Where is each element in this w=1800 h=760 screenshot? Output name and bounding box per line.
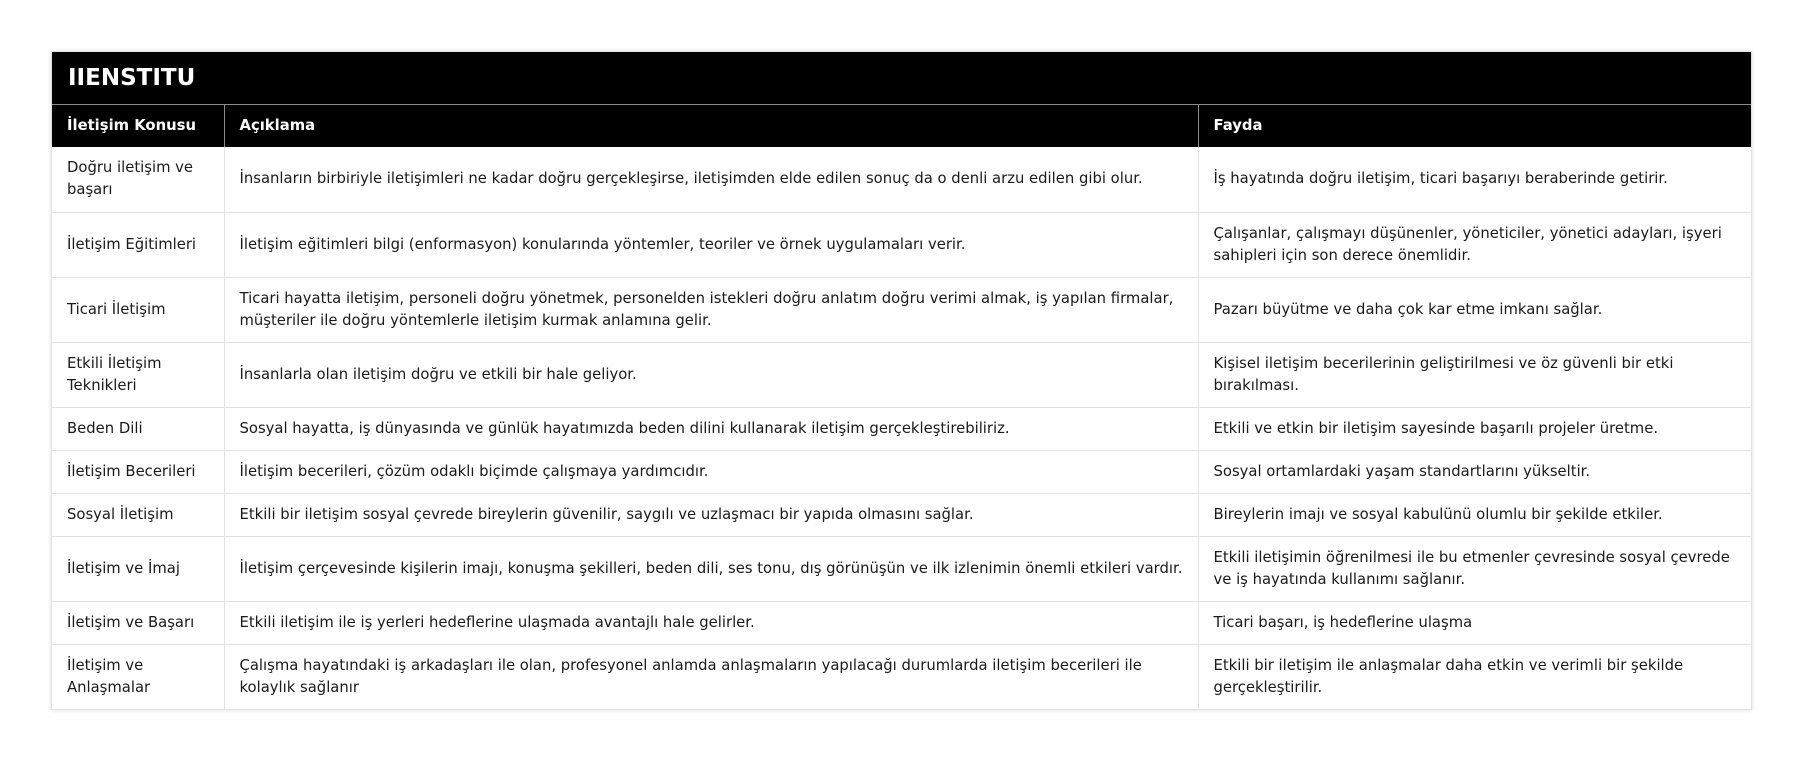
table-row: [52, 342, 1751, 407]
table-row: [52, 493, 1751, 536]
cell-description: Ticari hayatta iletişim, personeli doğru yönetmek, personelden istekleri doğru anlatım doğru verimi almak, iş yapılan firmalar, müşteriler ile doğru yöntemlerle iletişim kurmak anlamına gelir.: [224, 277, 1198, 342]
cell-benefit: Çalışanlar, çalışmayı düşünenler, yöneticiler, yönetici adayları, işyeri sahipleri için son derece önemlidir.: [1198, 212, 1751, 277]
column-header-description: Açıklama: [224, 105, 1198, 147]
cell-topic: Sosyal İletişim: [52, 493, 224, 536]
cell-topic: Beden Dili: [52, 407, 224, 450]
table-header: [52, 105, 1751, 147]
cell-topic: İletişim ve İmaj: [52, 536, 224, 601]
cell-description: Sosyal hayatta, iş dünyasında ve günlük hayatımızda beden dilini kullanarak iletişim gerçekleştirebiliriz.: [224, 407, 1198, 450]
table-card: [51, 51, 1752, 710]
column-header-topic: İletişim Konusu: [52, 105, 224, 147]
cell-topic: İletişim ve Başarı: [52, 601, 224, 644]
cell-benefit: İş hayatında doğru iletişim, ticari başarıyı beraberinde getirir.: [1198, 147, 1751, 212]
column-header-benefit: Fayda: [1198, 105, 1751, 147]
table-row: [52, 601, 1751, 644]
cell-benefit: Etkili bir iletişim ile anlaşmalar daha etkin ve verimli bir şekilde gerçekleştirilir.: [1213, 656, 1684, 696]
cell-benefit: Sosyal ortamlardaki yaşam standartlarını yükseltir.: [1198, 450, 1751, 493]
cell-topic: İletişim Eğitimleri: [52, 212, 224, 277]
cell-topic: İletişim Becerileri: [52, 450, 224, 493]
info-table: [52, 105, 1751, 709]
table-row: [52, 450, 1751, 493]
cell-description: Etkili bir iletişim sosyal çevrede bireylerin güvenilir, saygılı ve uzlaşmacı bir yapıda olmasını sağlar.: [224, 493, 1198, 536]
cell-benefit: Bireylerin imajı ve sosyal kabulünü olumlu bir şekilde etkiler.: [1198, 493, 1751, 536]
cell-description: İnsanlarla olan iletişim doğru ve etkili bir hale geliyor.: [224, 342, 1198, 407]
cell-benefit: Kişisel iletişim becerilerinin geliştirilmesi ve öz güvenli bir etki bırakılması.: [1198, 342, 1751, 407]
table-body: [52, 147, 1751, 709]
cell-description: İletişim çerçevesinde kişilerin imajı, konuşma şekilleri, beden dili, ses tonu, dış görünüşün ve ilk izlenimin önemli etkileri vardır.: [224, 536, 1198, 601]
brand-title: IIENSTITU: [52, 52, 1751, 105]
cell-topic: Ticari İletişim: [52, 277, 224, 342]
table-row: [52, 147, 1751, 212]
cell-benefit: Pazarı büyütme ve daha çok kar etme imkanı sağlar.: [1198, 277, 1751, 342]
cell-benefit: Etkili ve etkin bir iletişim sayesinde başarılı projeler üretme.: [1198, 407, 1751, 450]
table-row: [52, 212, 1751, 277]
cell-topic: Doğru iletişim ve başarı: [52, 147, 224, 212]
table-row: [52, 407, 1751, 450]
cell-description: İletişim becerileri, çözüm odaklı biçimde çalışmaya yardımcıdır.: [224, 450, 1198, 493]
cell-topic: Etkili İletişim Teknikleri: [52, 342, 224, 407]
table-row: [52, 644, 1751, 709]
cell-benefit: Ticari başarı, iş hedeflerine ulaşma: [1198, 601, 1751, 644]
table-row: [52, 536, 1751, 601]
cell-description: Çalışma hayatındaki iş arkadaşları ile olan, profesyonel anlamda anlaşmaların yapılacağı durumlarda iletişim becerileri ile kolaylık sağlanır: [224, 644, 1198, 709]
cell-topic: İletişim ve Anlaşmalar: [52, 644, 224, 709]
table-row: [52, 277, 1751, 342]
cell-description: İnsanların birbiriyle iletişimleri ne kadar doğru gerçekleşirse, iletişimden elde edilen sonuç da o denli arzu edilen gibi olur.: [224, 147, 1198, 212]
cell-benefit: Etkili iletişimin öğrenilmesi ile bu etmenler çevresinde sosyal çevrede ve iş hayatında kullanımı sağlanır.: [1198, 536, 1751, 601]
cell-description: Etkili iletişim ile iş yerleri hedeflerine ulaşmada avantajlı hale gelirler.: [224, 601, 1198, 644]
cell-description: İletişim eğitimleri bilgi (enformasyon) konularında yöntemler, teoriler ve örnek uygulamaları verir.: [224, 212, 1198, 277]
